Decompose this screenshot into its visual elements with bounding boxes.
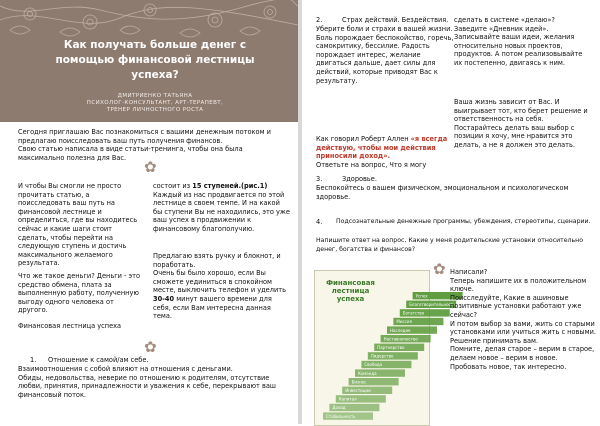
right-page: [302, 0, 600, 424]
text-fragment: Как говорил Роберт Аллен: [316, 135, 411, 143]
item-2-title: Страх действий. Бездействия.: [342, 16, 449, 24]
ladder-step-label: Команда: [358, 370, 377, 376]
ladder-step-label: Партнерство: [377, 345, 405, 350]
col2-paragraph-2: [153, 252, 291, 321]
left-page: [0, 0, 298, 424]
item-2-body: Уберите боли и страхи в вашей жизни. Боль порождает беспокойство, горечь, самокритику, бессилие. Радость порождает интерес, желание двигаться дальше, дает силы для действий, которые приводят Вас к результату.: [316, 25, 454, 85]
item-4-body: Напишите ответ на вопрос, Какие у меня родительские установки относительно денег, богатства и финансов?: [316, 237, 583, 253]
quote-highlight: «я всегда действую, чтобы мои действия приносили доход».: [316, 135, 448, 161]
text-fragment: состоит из: [153, 182, 193, 190]
item-4-number: 4.: [316, 218, 323, 226]
item-4-title: Подсознательные денежные программы, убеждения, стереотипы, сценарии.: [336, 218, 591, 225]
ladder-step-label: Наставничество: [383, 336, 418, 342]
flower-icon: ✿: [433, 260, 446, 278]
ladder-step-label: Свобода: [364, 362, 383, 368]
col2-paragraph-2: Ваша жизнь зависит от Вас. И выигрывает тот, кто берет решение и ответственность на себя. Постарайтесь делать ваш выбор с позиции я хочу, мне нравится это делать, а не я должен это делать.: [454, 98, 588, 149]
ladder-step-label: Доход: [332, 405, 346, 411]
text-fragment-bold: 30-40: [153, 294, 175, 303]
text-fragment: Предлагаю взять ручку и блокнот, и поработать. Очень бы было хорошо, если Вы сможете уединиться в спокойном месте, выключить телефон и уделить: [153, 252, 286, 295]
ladder-step-label: Богатство: [402, 310, 425, 316]
ladder-step-label: Наследие: [390, 327, 411, 333]
item-3-title: Здоровье.: [342, 175, 377, 183]
col1-paragraph-2: Что же такое деньги? Деньги - это средство обмена, плата за выполненную работу, полученную выгоду одного человека от другого.: [18, 272, 141, 315]
item-3-number: 3.: [316, 175, 323, 183]
text-fragment: минут вашего времени для себя, если Вам интересна данная тема.: [153, 294, 272, 321]
author-block: [80, 93, 230, 114]
article-title: Как получать больше денег с помощью финансовой лестницы успеха?: [55, 39, 255, 81]
ladder-step-label: Миссия: [396, 319, 412, 325]
ladder-title: Финансовая лестница успеха: [326, 279, 375, 303]
quote-paragraph: [316, 135, 456, 169]
item-1-body: Взаимоотношения с собой влияют на отношения с деньгами. Обиды, недовольства, неверие по отношению к родителям, отсутствие любви, принятия, принадлежности и уважения к себе, перекрывают ваш финансовый поток.: [18, 365, 276, 399]
item-1-title: Отношение к самой/ам себе.: [48, 356, 149, 364]
col1-paragraph-3: Финансовая лестница успеха: [18, 322, 122, 330]
author-role: ПСИХОЛОГ-КОНСУЛЬТАНТ, АРТ-ТЕРАПЕВТ, ТРЕНЕР ЛИЧНОСТНОГО РОСТА: [86, 100, 224, 113]
ladder-step-label: Успех: [415, 293, 428, 299]
ladder-step-label: Благотворительность: [409, 302, 456, 307]
article-header: [0, 0, 298, 122]
ladder-step-label: Стабильность: [326, 413, 356, 419]
side-paragraph: Написали? Теперь напишите их в положительном ключе. Поисследуйте, Какие в ашиновые позитивные установки работают уже сейчас? И потом выбор за вами, жить со старыми установками или учиться жить с новыми. Решение принимать вам. Помните, делая старое – верим в старое, делаем новое – верим в новое. Пробовать новое, так интересно.: [450, 268, 596, 371]
item-3-body: Беспокойтесь о вашем физическом, эмоциональном и психологическом здоровье.: [316, 184, 569, 201]
col2-paragraph-1: сделать в системе «делаю»? Заведите «Дневник идей». Записывайте ваши идеи, желания относительно новых проектов, продуктов. А потом реализовывайте их постепенно, двигаясь к ним.: [454, 16, 583, 67]
text-fragment: Каждый из нас продвигается по этой лестнице в своем темпе. И на какой бы ступени Вы не находились, это уже ваш успех в продвижении к финансовому благополучию.: [153, 190, 290, 233]
col2-paragraph-1: [153, 182, 291, 234]
flower-icon: ✿: [144, 338, 157, 356]
ladder-step-label: Капитал: [338, 396, 357, 402]
item-1-number: 1.: [30, 356, 37, 364]
text-fragment-bold: 15 ступеней.(рис.1): [192, 182, 268, 190]
text-fragment: Ответьте на вопрос, Что я могу: [316, 160, 427, 169]
col1-paragraph-1: И чтобы Вы смогли не просто прочитать статью, а поисследовать ваш путь на финансовой лестнице и определиться, где вы находитесь сейчас и какие шаги стоит сделать, чтобы перейти на следующую ступень и достичь максимального желаемого результата.: [18, 182, 138, 268]
success-ladder-figure: [314, 270, 456, 426]
ladder-step-label: Инвестиции: [345, 388, 371, 393]
item-2-number: 2.: [316, 16, 323, 24]
ladder-step-label: Лидерство: [370, 353, 394, 359]
flower-icon: ✿: [144, 158, 157, 176]
ladder-step-label: Бизнес: [351, 379, 367, 385]
intro-paragraph: Сегодня приглашаю Вас познакомиться с вашими денежным потоком и предлагаю поисследовать ваш путь получения финансов. Свою статью написала в виде статьи-тренинга, чтобы она была максимально полезна для Вас.: [18, 128, 271, 162]
author-name: ДМИТРИЕНКО ТАТЬЯНА: [117, 93, 193, 99]
